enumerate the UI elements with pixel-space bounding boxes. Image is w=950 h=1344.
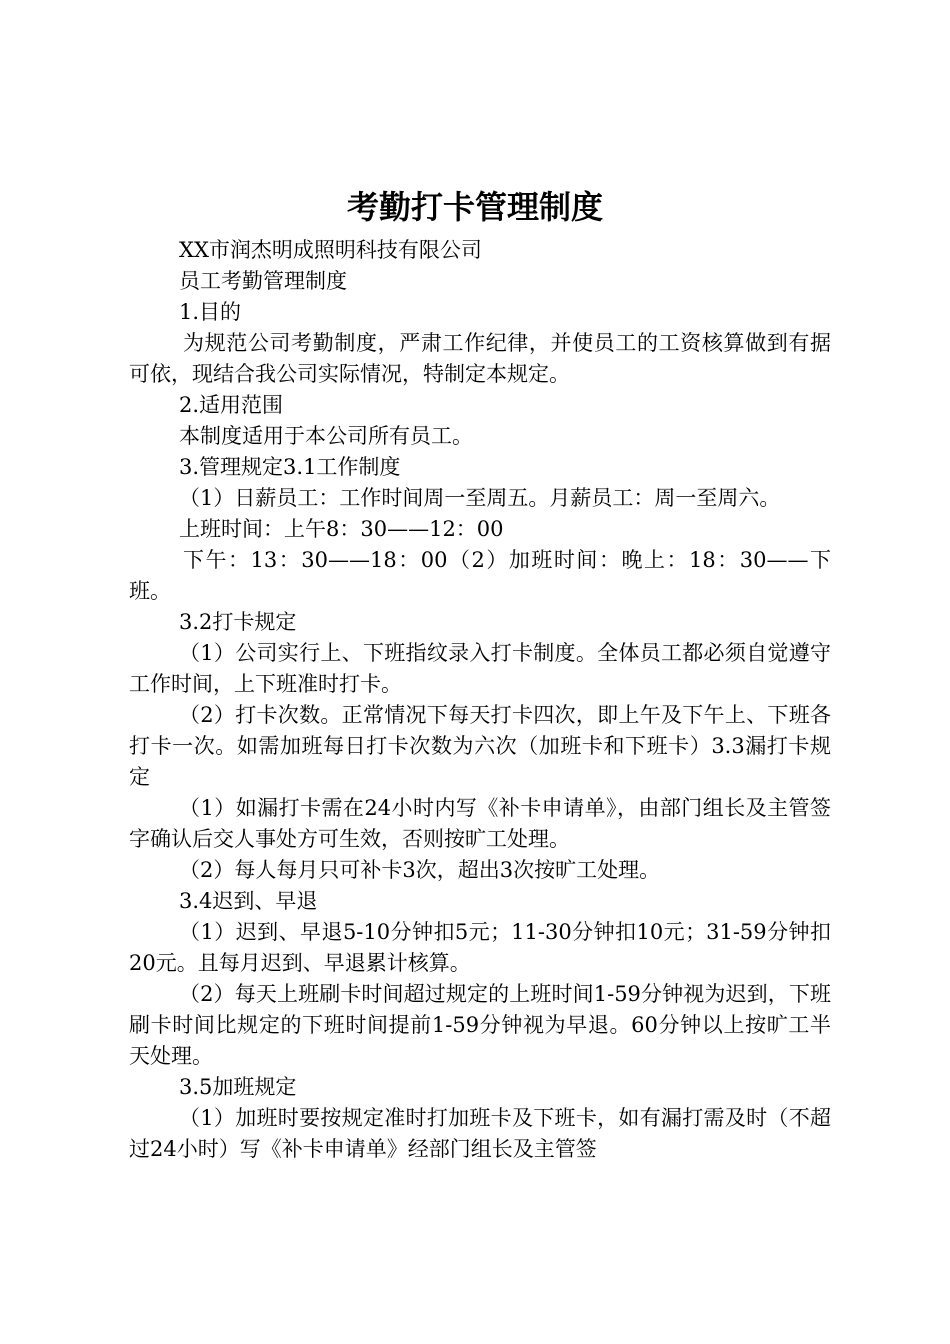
body-paragraph: （1）公司实行上、下班指纹录入打卡制度。全体员工都必须自觉遵守工作时间，上下班准时打卡。 [129, 641, 831, 696]
company-name-line: XX市润杰明成照明科技有限公司 [179, 238, 482, 262]
section-heading: 3.5加班规定 [179, 1075, 297, 1099]
section-heading: 3.管理规定3.1工作制度 [179, 455, 401, 479]
document-body [129, 235, 831, 1165]
body-paragraph: （1）迟到、早退5-10分钟扣5元；11-30分钟扣10元；31-59分钟扣20元。且每月迟到、早退累计核算。 [129, 920, 831, 975]
section-heading: 2.适用范围 [179, 393, 284, 417]
body-paragraph: （1）日薪员工：工作时间周一至周五。月薪员工：周一至周六。 [179, 486, 781, 510]
section-heading: 3.4迟到、早退 [179, 889, 318, 913]
body-paragraph: （2）每天上班刷卡时间超过规定的上班时间1-59分钟视为迟到，下班刷卡时间比规定的下班时间提前1-59分钟视为早退。60分钟以上按旷工半天处理。 [129, 982, 831, 1068]
body-paragraph: （2）打卡次数。正常情况下每天打卡四次，即上午及下午上、下班各打卡一次。如需加班每日打卡次数为六次（加班卡和下班卡）3.3漏打卡规定 [129, 703, 831, 789]
section-heading: 1.目的 [179, 300, 242, 324]
body-paragraph: （2）每人每月只可补卡3次，超出3次按旷工处理。 [179, 858, 661, 882]
body-paragraph: （1）加班时要按规定准时打加班卡及下班卡，如有漏打需及时（不超过24小时）写《补卡申请单》经部门组长及主管签 [129, 1106, 831, 1161]
section-heading: 3.2打卡规定 [179, 610, 297, 634]
body-paragraph: 本制度适用于本公司所有员工。 [179, 424, 473, 448]
document-title: 考勤打卡管理制度 [346, 188, 603, 226]
body-paragraph: 为规范公司考勤制度，严肃工作纪律，并使员工的工资核算做到有据可依，现结合我公司实际情况，特制定本规定。 [129, 331, 831, 386]
body-paragraph: （1）如漏打卡需在24小时内写《补卡申请单》，由部门组长及主管签字确认后交人事处方可生效，否则按旷工处理。 [129, 796, 831, 851]
subtitle-line: 员工考勤管理制度 [179, 269, 347, 293]
body-paragraph: 上班时间：上午8：30——12：00 [179, 517, 504, 541]
body-paragraph: 下午：13：30——18：00（2）加班时间：晚上：18：30——下班。 [129, 548, 831, 603]
